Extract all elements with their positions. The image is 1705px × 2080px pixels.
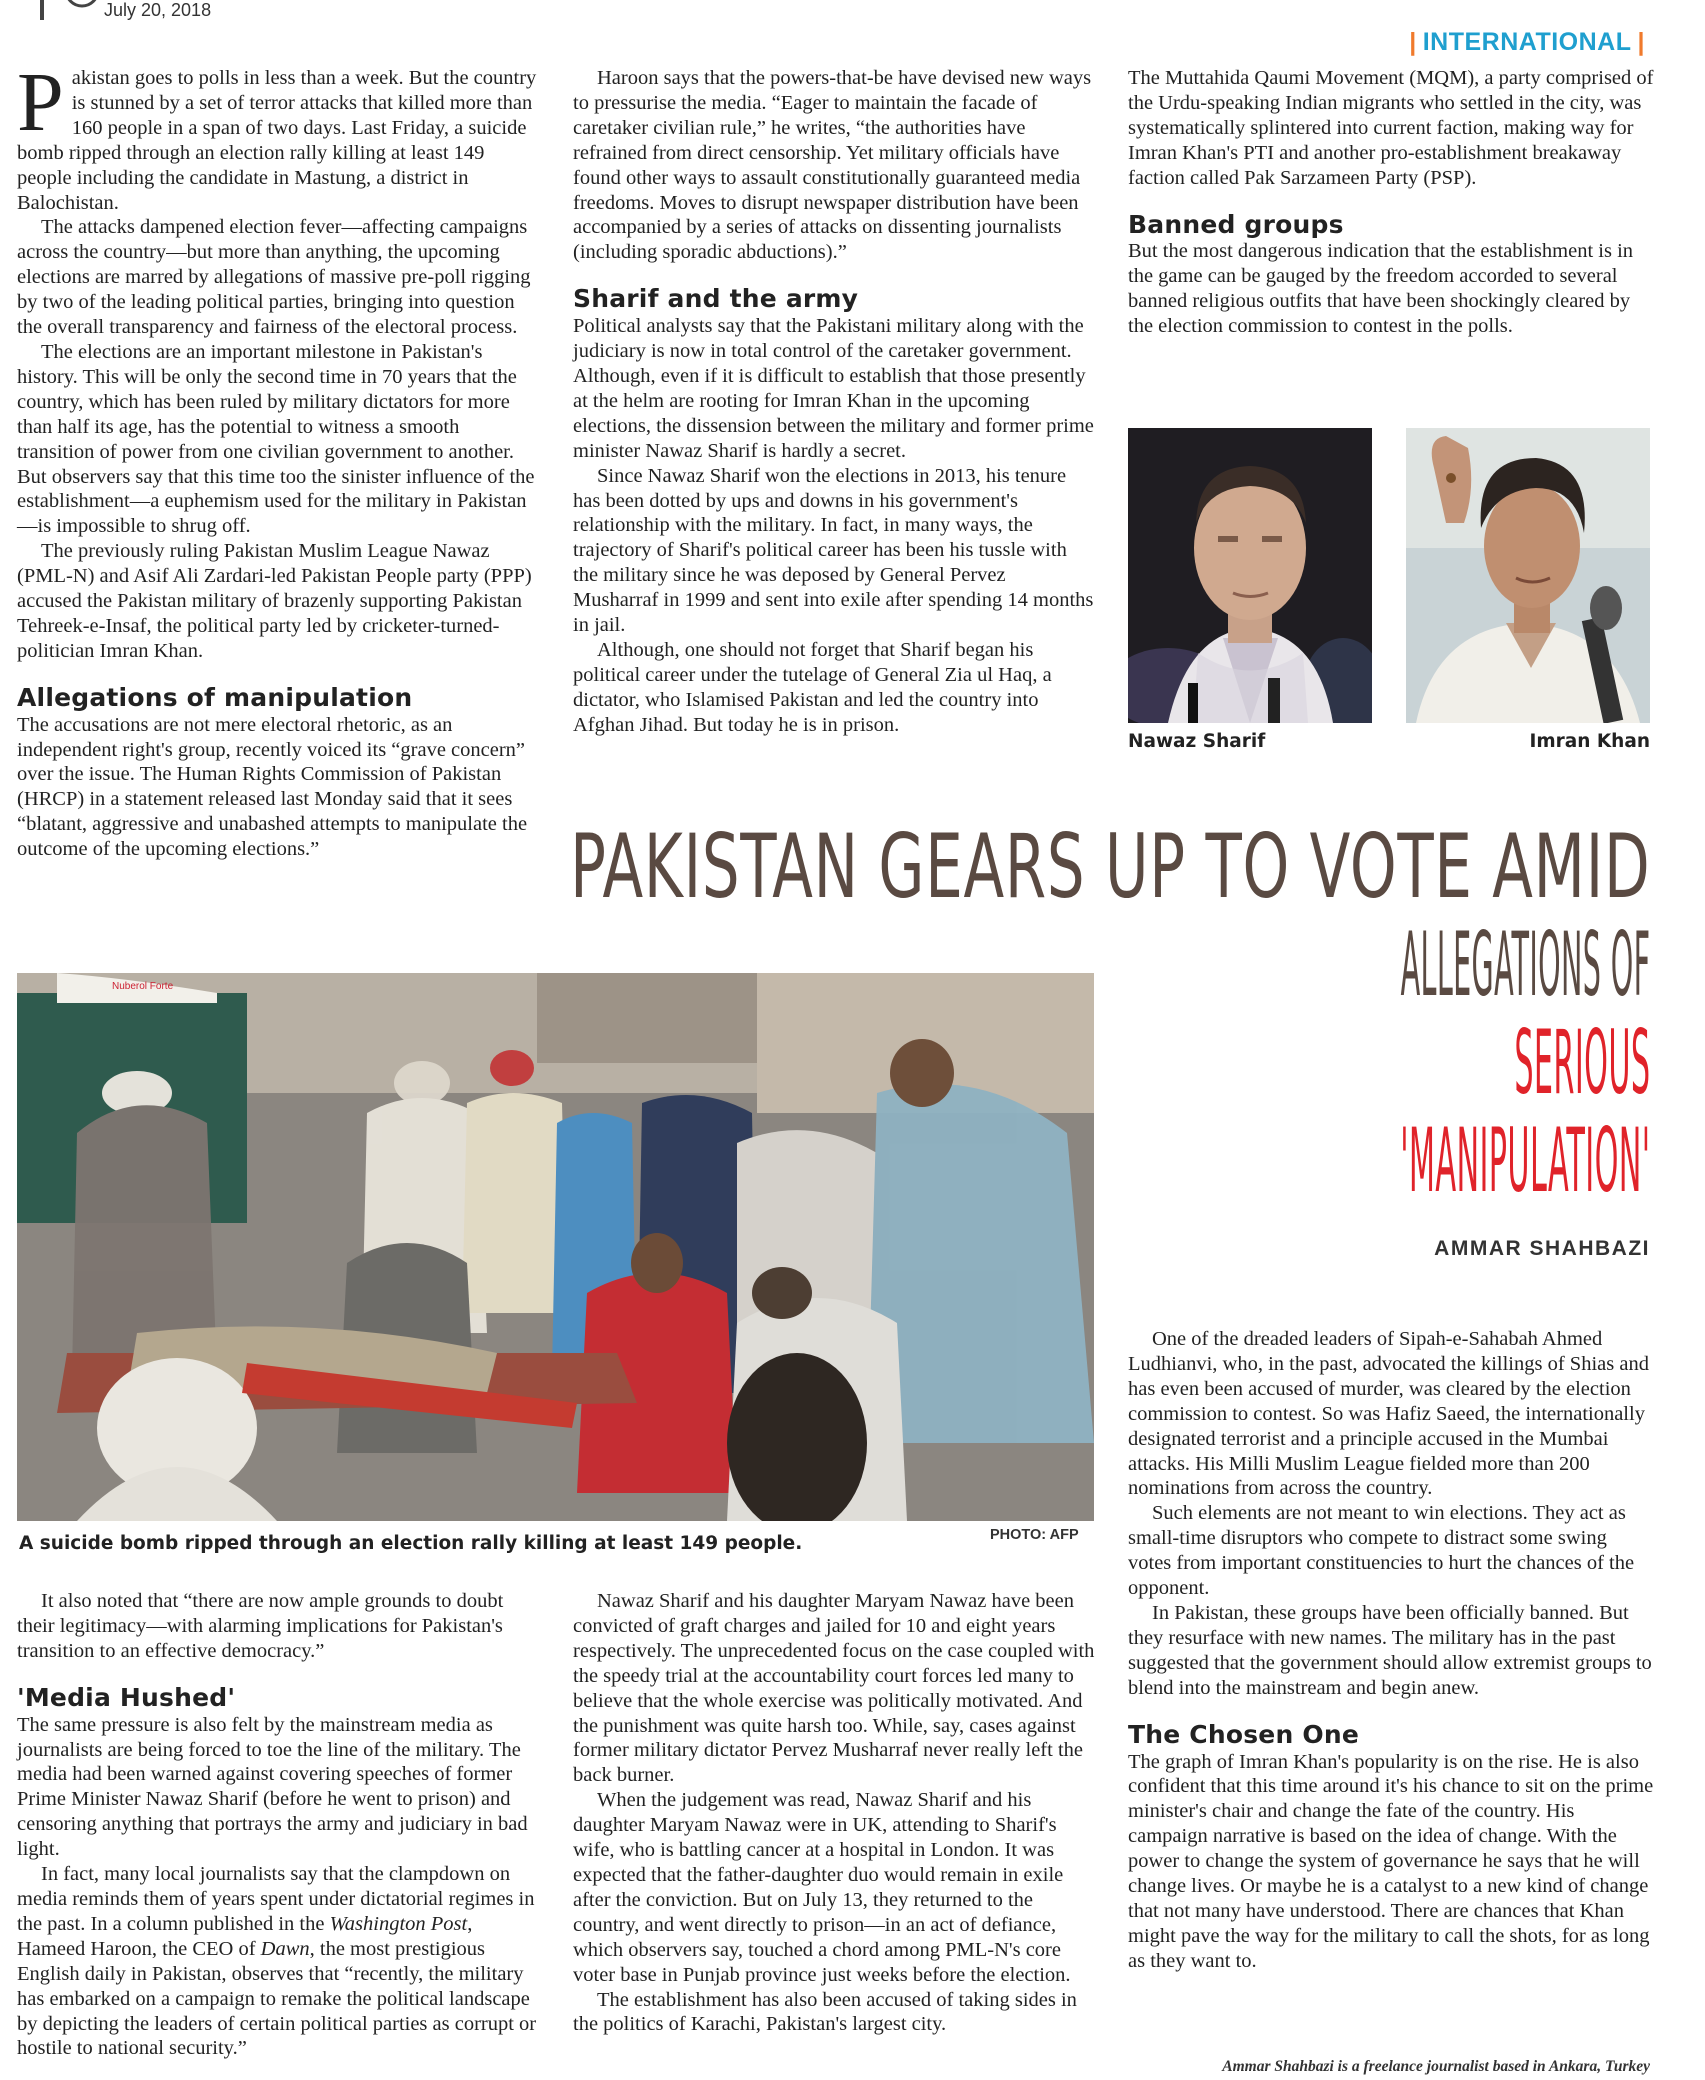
portrait-caption-right: Imran Khan: [1529, 731, 1650, 752]
paragraph: When the judgement was read, Nawaz Sharif and his daughter Maryam Nawaz were in UK, attending to Sharif's wife, who is battling cancer at a hospital in London. It was expected that the father-daughter duo would remain in exile after the conviction. But on July 13, they returned to the country, and went directly to prison—in an act of defiance, which observers say, touched a chord among PML-N's core voter base in Punjab province just weeks before the election.: [573, 1789, 1071, 1986]
section-label: | INTERNATIONAL |: [1409, 28, 1645, 56]
portrait-caption-left: Nawaz Sharif: [1128, 731, 1266, 752]
byline: AMMAR SHAHBAZI: [1434, 1237, 1650, 1260]
paragraph: The graph of Imran Khan's popularity is on the rise. He is also confident that this time around it's his chance to sit on the prime minister's chair and change the fate of the country. His campaign narrative is based on the idea of change. With the power to change the system of governance he says that he will change lives. Or maybe he is a catalyst to a new kind of change that not many have understood. There are chances that Khan might pave the way for the military to call the shots, for as long as they want to.: [1128, 1750, 1654, 1972]
lead-paragraph: Pakistan goes to polls in less than a week. But the country is stunned by a set of terror attacks that killed more than 160 people in a span of two days. Last Friday, a suicide bomb ripped through an election rally killing at least 149 people including the candidate in Mastung, a district in Balochistan.: [17, 56, 537, 214]
subheading: Banned groups: [1128, 209, 1344, 239]
subheading: Allegations of manipulation: [17, 682, 413, 712]
paragraph: Haroon says that the powers-that-be have devised new ways to pressurise the media. “Eager to maintain the facade of caretaker civilian rule,” he writes, “the authorities have refrained from direct censorship. Yet military officials have found other ways to assault constitutionally guaranteed media freedoms. Moves to disrupt newspaper distribution have been accompanied by a series of attacks on dissenting journalists (including sporadic abductions).”: [573, 67, 1092, 264]
issue-date: July 20, 2018: [104, 0, 212, 20]
paragraph: Such elements are not meant to win elections. They act as small-time disruptors who compete to distract some swing votes from important constituencies to hurt the chances of the opponent.: [1128, 1502, 1635, 1600]
column-1-bottom: [17, 1589, 541, 2061]
headline-line: ALLEGATIONS OF: [1400, 913, 1650, 1016]
paragraph: The attacks dampened election fever—affecting campaigns across the country—but more than anything, the upcoming elections are marred by allegations of massive pre-poll rigging by two of the leading political parties, bringing into question the overall transparency and fairness of the electoral process.: [17, 216, 531, 339]
paragraph: The same pressure is also felt by the mainstream media as journalists are being forced to toe the line of the military. The media had been warned against covering speeches of former Prime Minister Nawaz Sharif (before he went to prison) and censoring anything that portrays the army and judiciary in bad light.: [17, 1713, 528, 1861]
column-2-bottom: [573, 1589, 1095, 2037]
paragraph: The accusations are not mere electoral rhetoric, as an independent right's group, recently voiced its “grave concern” over the issue. The Human Rights Commission of Pakistan (HRCP) in a statement released last Monday said that it sees “blatant, aggressive and unabashed attempts to manipulate the outcome of the upcoming elections.”: [17, 713, 528, 861]
photo-credit: PHOTO: AFP: [990, 1527, 1079, 1543]
paragraph: The elections are an important milestone in Pakistan's history. This will be only the second time in 70 years that the country, which has been ruled by military dictators for more than half its age, has the potential to witness a smooth transition of power from one civilian government to another. But observers say that this time too the sinister influence of the establishment—a euphemism used for the military in Pakistan—is impossible to shrug off.: [17, 340, 535, 538]
portrait-imran-khan: [1406, 428, 1650, 723]
subheading: Sharif and the army: [573, 284, 859, 314]
column-1-top: [17, 56, 541, 862]
main-photo: [17, 973, 1094, 1521]
paragraph: Political analysts say that the Pakistani military along with the judiciary is now in total control of the caretaker government. Although, even if it is difficult to establish that those presently at the helm are rooting for Imran Khan in the upcoming elections, the dissension between the military and former prime minister Nawaz Sharif is hardly a secret.: [573, 315, 1094, 462]
rally-photo-image: [17, 973, 1094, 1521]
paragraph: Although, one should not forget that Sharif began his political career under the tutelage of General Zia ul Haq, a dictator, who Islamised Pakistan and led the country into Afghan Jihad. But today he is in prison.: [573, 638, 1052, 736]
paragraph: Since Nawaz Sharif won the elections in 2013, his tenure has been dotted by ups and downs in his government's relationship with the military. In fact, in many ways, the trajectory of Sharif's political career has been his tussle with the military since he was deposed by General Pervez Musharraf in 1999 and sent into exile after spending 14 months in jail.: [573, 464, 1094, 637]
headline-line: PAKISTAN GEARS UP TO VOTE AMID: [569, 815, 1650, 918]
paragraph: In fact, many local journalists say that the clampdown on media reminds them of years spent under dictatorial regimes in the past. In a column published in the Washington Post, Hameed Haroon, the CEO of Dawn, the most prestigious English daily in Pakistan, observes that “recently, the military has embarked on a campaign to remake the political landscape by depicting the leaders of certain political parties as corrupt or hostile to national security.”: [17, 1863, 537, 2060]
paragraph: In Pakistan, these groups have been officially banned. But they resurface with new names. The military has in the past suggested that the government should allow extremist groups to blend into the mainstream and begin anew.: [1128, 1601, 1652, 1699]
portrait-image: [1128, 428, 1372, 723]
paragraph: Nawaz Sharif and his daughter Maryam Nawaz have been convicted of graft charges and jailed for 10 and eight years respectively. The unprecedented focus on the case coupled with the speedy trial at the accountability court forces led many to believe that the whole exercise was politically motivated. And the punishment was quite harsh too. While, say, cases against former military dictator Pervez Musharraf never really left the back burner.: [573, 1590, 1095, 1787]
column-3-bottom: [1128, 1327, 1654, 1974]
drop-cap: P: [17, 56, 64, 149]
page-number-mark: [0, 0, 110, 20]
headline-line-accent: SERIOUS: [1513, 1011, 1650, 1114]
subheading: The Chosen One: [1128, 1719, 1359, 1749]
column-2-top: [573, 66, 1095, 738]
paragraph: But the most dangerous indication that the establishment is in the game can be gauged by the freedom accorded to several banned religious outfits that have been shockingly cleared by the election commission to contest in the polls.: [1128, 240, 1634, 338]
paragraph: It also noted that “there are now ample grounds to doubt their legitimacy—with alarming implications for Pakistan's transition to an effective democracy.”: [17, 1590, 504, 1662]
portrait-image: [1406, 428, 1650, 723]
subheading: 'Media Hushed': [17, 1682, 236, 1712]
paragraph: The Muttahida Qaumi Movement (MQM), a party comprised of the Urdu-speaking Indian migrants who settled in the city, was systematically splintered into current faction, making way for Imran Khan's PTI and another pro-establishment breakaway faction called Pak Sarzameen Party (PSP).: [1128, 67, 1654, 189]
publication-name: Washington Post: [329, 1912, 468, 1935]
photo-banner-text: Nuberol Forte: [112, 981, 174, 992]
publication-name: Dawn: [260, 1937, 310, 1960]
headline-line-accent: 'MANIPULATION': [1399, 1109, 1650, 1212]
column-3-top: [1128, 66, 1654, 339]
portrait-nawaz-sharif: [1128, 428, 1372, 723]
paragraph: The establishment has also been accused of taking sides in the politics of Karachi, Pakistan's largest city.: [573, 1988, 1077, 2036]
paragraph: One of the dreaded leaders of Sipah-e-Sahabah Ahmed Ludhianvi, who, in the past, advocated the killings of Shias and has even been accused of murder, was cleared by the election commission to contest. So was Hafiz Saeed, the internationally designated terrorist and a principle accused in the Mumbai attacks. His Milli Muslim League fielded more than 200 nominations from across the country.: [1128, 1328, 1649, 1500]
paragraph: The previously ruling Pakistan Muslim League Nawaz (PML-N) and Asif Ali Zardari-led Pakistan People party (PPP) accused the Pakistan military of brazenly supporting Pakistan Tehreek-e-Insaf, the political party led by cricketer-turned-politician Imran Khan.: [17, 540, 532, 662]
author-note: Ammar Shahbazi is a freelance journalist based in Ankara, Turkey: [1222, 2058, 1650, 2075]
main-photo-caption: A suicide bomb ripped through an election rally killing at least 149 people.: [19, 1533, 803, 1554]
